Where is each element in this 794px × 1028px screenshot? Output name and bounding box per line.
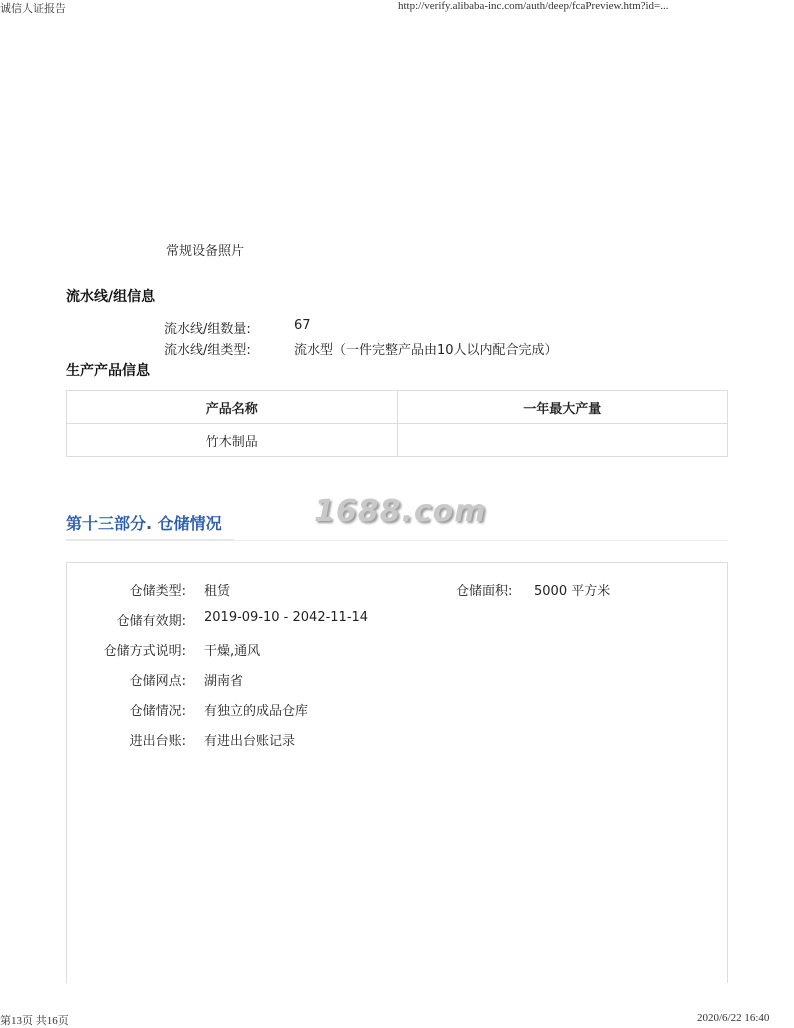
storage-type-value: 租赁 — [204, 584, 231, 599]
products-table — [66, 390, 728, 457]
storage-area-value: 5000 平方米 — [534, 584, 611, 599]
line-type-label: 流水线/组类型: — [164, 343, 251, 358]
print-footer-datetime: 2020/6/22 16:40 — [697, 1012, 770, 1024]
column-header-product-name: 产品名称 — [67, 391, 398, 424]
storage-method-label: 仓储方式说明: — [103, 644, 186, 659]
storage-method-value: 干燥,通风 — [204, 644, 261, 659]
line-count-value: 67 — [294, 318, 311, 333]
line-type-value: 流水型（一件完整产品由10人以内配合完成） — [294, 343, 558, 358]
print-footer-page: 第13页 共16页 — [0, 1015, 69, 1027]
column-header-annual-output: 一年最大产量 — [397, 391, 728, 424]
section-divider-accent — [66, 539, 234, 541]
storage-location-label: 仓储网点: — [129, 674, 186, 689]
print-header-url: http://verify.alibaba-inc.com/auth/deep/fcaPreview.htm?id=... — [398, 0, 669, 12]
storage-location-value: 湖南省 — [204, 674, 244, 689]
storage-validity-value: 2019-09-10 - 2042-11-14 — [204, 610, 369, 625]
storage-validity-label: 仓储有效期: — [116, 614, 186, 629]
equipment-photo-label: 常规设备照片 — [166, 244, 245, 259]
product-name-cell: 竹木制品 — [67, 424, 398, 457]
production-lines-title: 流水线/组信息 — [66, 289, 156, 305]
table-row — [67, 424, 728, 457]
watermark-logo: 1688.com — [314, 494, 487, 529]
table-header-row — [67, 391, 728, 424]
annual-output-cell — [397, 424, 728, 457]
part13-title: 第十三部分. 仓储情况 — [66, 514, 222, 533]
products-title: 生产产品信息 — [66, 363, 150, 379]
line-count-label: 流水线/组数量: — [164, 322, 251, 337]
storage-ledger-value: 有进出台账记录 — [204, 734, 296, 749]
storage-area-label: 仓储面积: — [456, 584, 513, 599]
storage-situation-label: 仓储情况: — [129, 704, 186, 719]
storage-situation-value: 有独立的成品仓库 — [204, 704, 309, 719]
print-header-title: 诚信人证报告 — [0, 3, 66, 15]
storage-ledger-label: 进出台账: — [129, 734, 186, 749]
storage-type-label: 仓储类型: — [129, 584, 186, 599]
